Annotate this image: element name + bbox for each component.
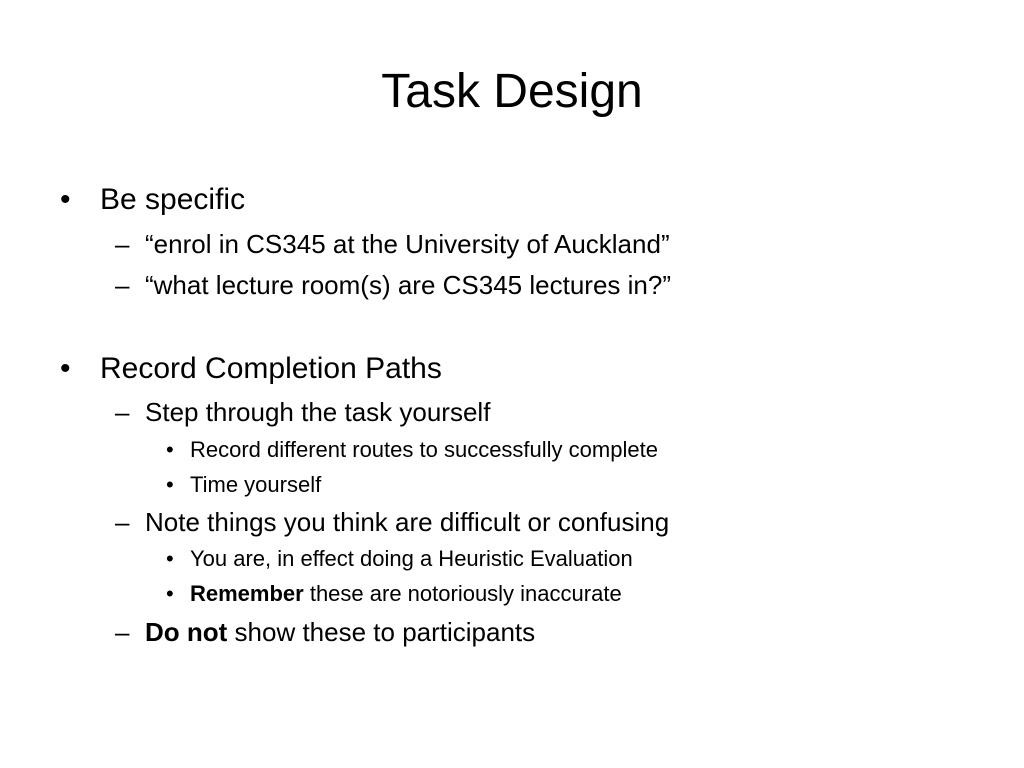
bullet-marker: • bbox=[166, 581, 174, 606]
sub-bullet-do-not-show bbox=[115, 616, 536, 648]
dash-marker: – bbox=[115, 270, 130, 300]
dash-marker: – bbox=[115, 397, 130, 427]
emphasis-text: Do not bbox=[145, 617, 228, 647]
sub-bullet-lecture-room bbox=[115, 269, 671, 301]
sub-sub-bullet-heuristic-evaluation bbox=[166, 545, 633, 573]
dash-marker: – bbox=[115, 507, 130, 537]
bullet-marker: • bbox=[60, 183, 71, 216]
sub-bullet-text: show these to participants bbox=[227, 617, 536, 647]
sub-bullet-text: Note things you think are difficult or confusing bbox=[145, 507, 670, 537]
sub-bullet-text: “what lecture room(s) are CS345 lectures in?” bbox=[145, 270, 671, 300]
bullet-marker: • bbox=[166, 472, 174, 497]
bullet-marker: • bbox=[166, 437, 174, 462]
sub-sub-bullet-text: Record different routes to successfully complete bbox=[190, 437, 658, 462]
sub-bullet-text: “enrol in CS345 at the University of Auckland” bbox=[145, 229, 670, 259]
sub-bullet-enrol bbox=[115, 228, 670, 260]
sub-sub-bullet-time-yourself bbox=[166, 471, 322, 499]
sub-bullet-note-things bbox=[115, 506, 670, 538]
bullet-be-specific bbox=[60, 182, 246, 218]
bullet-record-completion-paths bbox=[60, 351, 442, 387]
sub-sub-bullet-text: these are notoriously inaccurate bbox=[303, 581, 622, 606]
dash-marker: – bbox=[115, 229, 130, 259]
sub-sub-bullet-remember bbox=[166, 580, 622, 608]
dash-marker: – bbox=[115, 617, 130, 647]
emphasis-text: Remember bbox=[190, 581, 304, 606]
bullet-text: Be specific bbox=[100, 183, 246, 216]
bullet-marker: • bbox=[166, 546, 174, 571]
sub-sub-bullet-text: You are, in effect doing a Heuristic Evaluation bbox=[190, 546, 633, 571]
sub-sub-bullet-record-routes bbox=[166, 436, 658, 464]
sub-bullet-step-through bbox=[115, 396, 491, 428]
bullet-text: Record Completion Paths bbox=[100, 352, 442, 385]
bullet-marker: • bbox=[60, 352, 71, 385]
slide-title: Task Design bbox=[381, 65, 643, 118]
sub-bullet-text: Step through the task yourself bbox=[145, 397, 491, 427]
sub-sub-bullet-text: Time yourself bbox=[190, 472, 322, 497]
